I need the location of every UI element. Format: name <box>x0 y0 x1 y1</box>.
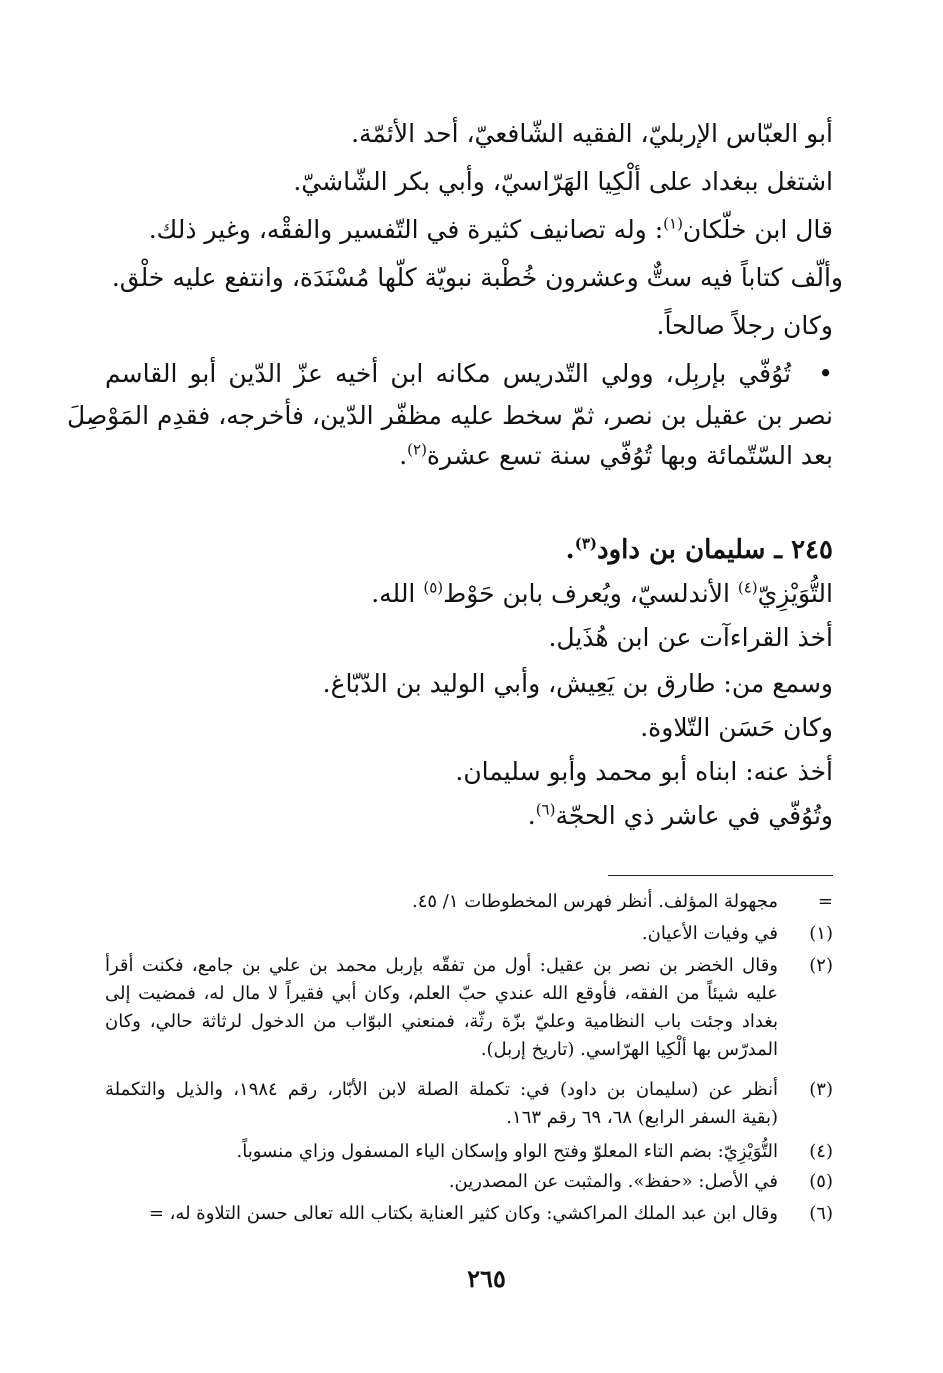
footnote-1 <box>105 920 833 948</box>
body-line-8-end: . <box>399 441 408 470</box>
continuation-mark: = <box>817 891 833 912</box>
body-line-7: نصر بن عقيل بن نصر، ثمّ سخط عليه مظفّر الدّين، فأخرجه، فقدِم المَوْصِلَ <box>67 401 833 430</box>
footnote-5 <box>105 1168 833 1196</box>
body-line-14-start: وتُوُفّي في عاشر ذي الحجّة <box>555 801 833 830</box>
footnote-ref-3[interactable]: (٣) <box>574 534 598 553</box>
body-line-12: وكان حَسَن التّلاوة. <box>640 713 833 742</box>
body-line-6-text: تُوُفّي بإربِل، وولي التّدريس مكانه ابن أخيه عزّ الدّين أبو القاسم <box>105 359 791 388</box>
body-line-2: اشتغل ببغداد على ألْكِيا الهَرّاسيّ، وأبي بكر الشّاشيّ. <box>293 167 833 196</box>
body-line-9-start: التُّوَيْزِيّ <box>757 579 833 608</box>
footnote-ref-1[interactable]: (١) <box>663 214 683 233</box>
footnote-2-number: (٢) <box>809 955 833 976</box>
footnote-1-text: في وفيات الأعيان. <box>641 923 778 944</box>
footnote-2 <box>105 952 833 1064</box>
footnote-6-text: وقال ابن عبد الملك المراكشي: وكان كثير العناية بكتاب الله تعالى حسن التلاوة له، = <box>148 1203 778 1224</box>
body-line-13: أخذ عنه: ابناه أبو محمد وأبو سليمان. <box>455 757 833 786</box>
page-number: ٢٦٥ <box>467 1264 506 1293</box>
footnote-ref-2[interactable]: (٢) <box>407 440 427 459</box>
body-line-14 <box>528 800 833 832</box>
footnote-ref-4[interactable]: (٤) <box>737 578 758 597</box>
footnote-1-number: (١) <box>809 923 833 944</box>
footnote-3-text: أنظر عن (سليمان بن داود) في: تكملة الصلة لابن الأبّار، رقم ١٩٨٤، والذيل والتكملة (بقية السفر الرابع) ٦٨، ٦٩ رقم ١٦٣. <box>105 1079 778 1128</box>
footnote-ref-6[interactable]: (٦) <box>535 800 556 819</box>
footnote-3 <box>105 1076 833 1132</box>
body-line-5: وكان رجلاً صالحاً. <box>656 311 833 340</box>
footnote-continuation-text: مجهولة المؤلف. أنظر فهرس المخطوطات ١/ ٤٥. <box>411 891 778 912</box>
footnote-4 <box>105 1138 833 1166</box>
footnote-4-text: التُّوَيْزِيّ: بضم التاء المعلوّ وفتح الواو وإسكان الياء المسفول وزاي منسوباً. <box>236 1141 778 1162</box>
footnote-5-text: في الأصل: «حفظ». والمثبت عن المصدرين. <box>448 1171 778 1192</box>
body-line-1: أبو العبّاس الإربليّ، الفقيه الشّافعيّ، أحد الأئمّة. <box>351 119 833 148</box>
entry-heading <box>566 534 833 566</box>
body-line-3-end: : وله تصانيف كثيرة في التّفسير والفقْه، وغير ذلك. <box>148 215 664 244</box>
footnote-6-number: (٦) <box>809 1203 833 1224</box>
body-line-9 <box>371 578 833 610</box>
body-line-4: وألّف كتاباً فيه ستٌّ وعشرون خُطْبة نبويّة كلّها مُسْنَدَة، وانتفع عليه خلْق. <box>111 263 843 292</box>
footnote-4-number: (٤) <box>809 1141 833 1162</box>
body-line-3-start: قال ابن خلّكان <box>682 215 833 244</box>
footnote-3-number: (٣) <box>809 1079 833 1100</box>
entry-number-title: ٢٤٥ ـ سليمان بن داود <box>597 535 833 565</box>
footnote-separator <box>608 875 833 876</box>
footnote-5-number: (٥) <box>809 1171 833 1192</box>
footnote-6 <box>105 1200 833 1228</box>
body-line-9-mid: الأندلسيّ، ويُعرف بابن حَوْط <box>443 579 738 608</box>
body-line-8-start: بعد السّتّمائة وبها تُوُفّي سنة تسع عشرة <box>426 441 833 470</box>
body-line-10: أخذ القراءآت عن ابن هُذَيل. <box>548 623 833 652</box>
body-line-9-end: الله. <box>371 579 424 608</box>
body-line-3 <box>149 214 833 246</box>
body-line-14-end: . <box>527 801 536 830</box>
footnote-ref-5[interactable]: (٥) <box>423 578 444 597</box>
body-line-8 <box>399 440 833 472</box>
body-line-11: وسمع من: طارق بن يَعِيش، وأبي الوليد بن الدّبّاغ. <box>322 669 833 698</box>
footnote-continuation <box>105 888 833 916</box>
entry-heading-end: . <box>565 535 575 565</box>
footnote-2-text: وقال الخضر بن نصر بن عقيل: أول من تفقّه بإربل محمد بن علي بن جامع، فكنت أقرأ عليه شيئاً من الفقه، فأوقع الله عندي حبّ العلم، وكان أبي فقيراً لا مال له، فمضيت إلى بغداد وجئت باب النظامية وعليّ بزّة رثّة، فمنعني البوّاب من الدخول لرثاثة حالي، وكان المدرّس بها ألْكِيا الهرّاسي. (تاريخ إربل). <box>105 955 779 1060</box>
bullet-marker: • <box>818 359 833 388</box>
